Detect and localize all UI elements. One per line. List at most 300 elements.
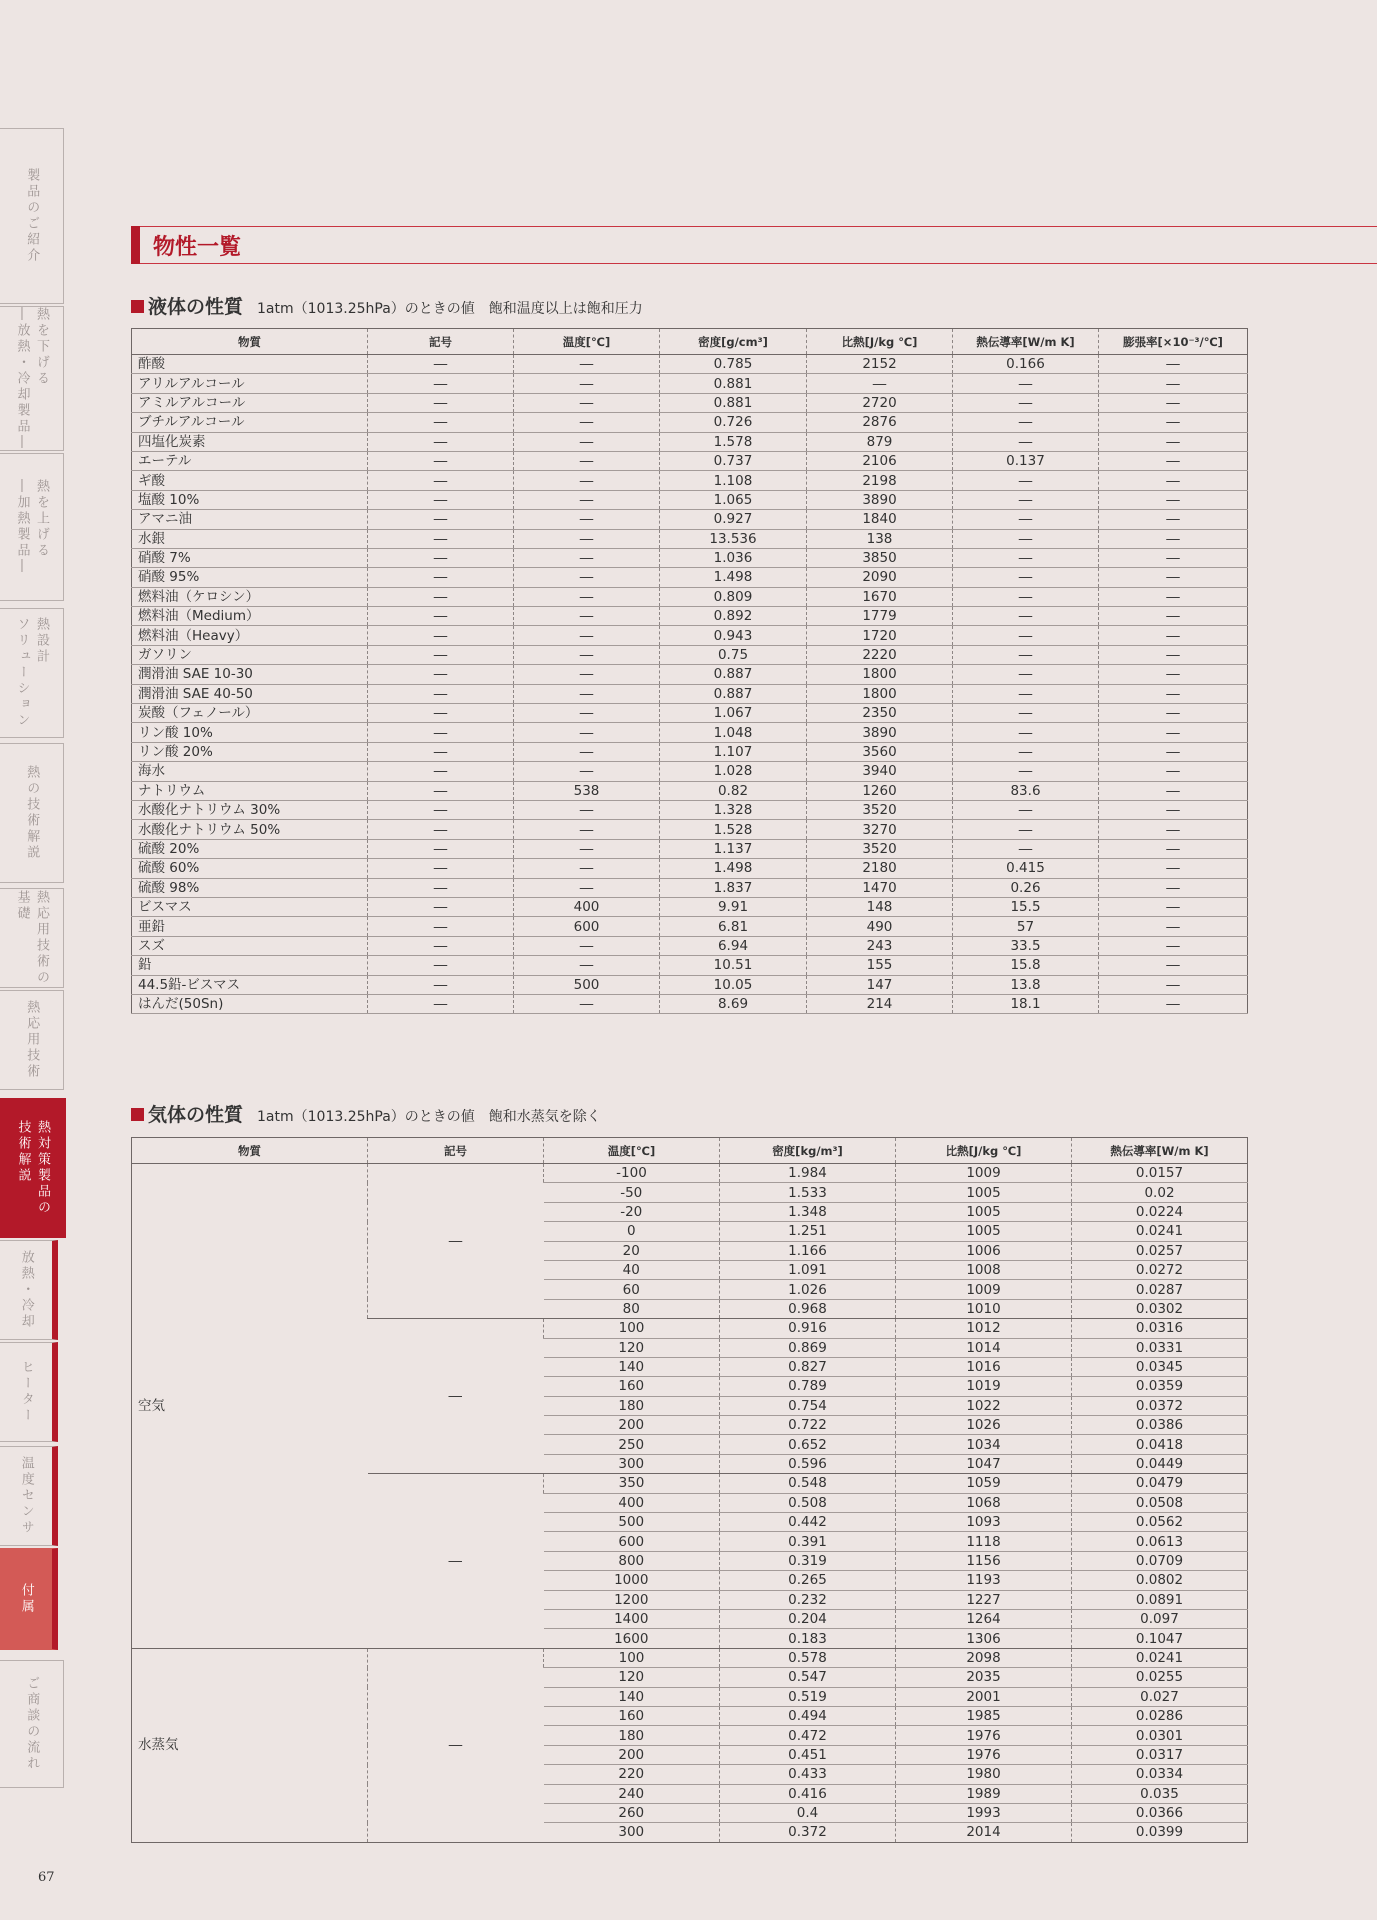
table-cell: 1.107: [660, 742, 807, 761]
substance-cell: 鉛: [132, 956, 368, 975]
table-cell: 138: [807, 529, 953, 548]
substance-cell: 潤滑油 SAE 10-30: [132, 665, 368, 684]
table-cell: ―: [1099, 994, 1248, 1013]
table-cell: 33.5: [953, 936, 1099, 955]
table-cell: 1.108: [660, 471, 807, 490]
table-cell: 538: [514, 781, 660, 800]
table-cell: 0.0399: [1072, 1823, 1248, 1842]
column-header: 熱伝導率[W/m K]: [953, 329, 1099, 355]
table-cell: ―: [368, 878, 514, 897]
table-cell: 120: [544, 1668, 720, 1687]
table-cell: ―: [514, 432, 660, 451]
table-cell: 1009: [896, 1164, 1072, 1183]
substance-cell: 潤滑油 SAE 40-50: [132, 684, 368, 703]
table-row: [132, 568, 1248, 587]
column-header: 物質: [132, 329, 368, 355]
table-cell: ―: [1099, 781, 1248, 800]
table-cell: ―: [953, 393, 1099, 412]
side-subtab-active[interactable]: [0, 1548, 58, 1650]
table-cell: ―: [368, 684, 514, 703]
table-cell: 0.415: [953, 859, 1099, 878]
table-row: [132, 510, 1248, 529]
table-cell: 0.0241: [1072, 1222, 1248, 1241]
column-header: 比熱[J/kg ℃]: [896, 1138, 1072, 1164]
table-row: [132, 451, 1248, 470]
table-cell: 0.0257: [1072, 1241, 1248, 1260]
table-cell: ―: [953, 839, 1099, 858]
table-cell: 0.166: [953, 355, 1099, 374]
side-tab-label: 熱対策製品の 技術解説: [15, 1120, 50, 1216]
table-cell: ―: [1099, 665, 1248, 684]
table-cell: 1470: [807, 878, 953, 897]
table-cell: ―: [953, 704, 1099, 723]
side-subtab[interactable]: [0, 1446, 58, 1546]
table-cell: 140: [544, 1357, 720, 1376]
substance-cell: 亜鉛: [132, 917, 368, 936]
table-cell: 0.916: [720, 1319, 896, 1338]
title-rule-bottom: [140, 263, 1377, 264]
side-tab[interactable]: [0, 453, 64, 601]
table-cell: ―: [953, 607, 1099, 626]
substance-cell: 燃料油（Heavy）: [132, 626, 368, 645]
side-subtab-label: 放熱・冷却: [18, 1250, 34, 1330]
table-row: [132, 820, 1248, 839]
table-cell: 0.4: [720, 1803, 896, 1822]
table-cell: ―: [368, 374, 514, 393]
symbol-cell: ―: [368, 1319, 544, 1474]
table-cell: ―: [953, 587, 1099, 606]
side-tab-label: 熱を下げる ―放熱・冷却製品―: [14, 306, 49, 451]
table-cell: 1156: [896, 1551, 1072, 1570]
title-accent-block: [131, 226, 140, 264]
table-cell: 1006: [896, 1241, 1072, 1260]
table-cell: ―: [514, 762, 660, 781]
table-cell: 1.137: [660, 839, 807, 858]
table-cell: 600: [514, 917, 660, 936]
table-row: [132, 762, 1248, 781]
table-row: [132, 723, 1248, 742]
page-title-bar: [131, 226, 1377, 264]
table-cell: 0.827: [720, 1357, 896, 1376]
table-cell: 1306: [896, 1629, 1072, 1648]
table-cell: ―: [368, 839, 514, 858]
table-cell: ―: [1099, 413, 1248, 432]
table-row: [132, 490, 1248, 509]
table-cell: ―: [368, 742, 514, 761]
table-cell: ―: [368, 548, 514, 567]
table-cell: ―: [514, 568, 660, 587]
table-cell: 0.0286: [1072, 1706, 1248, 1725]
table-cell: ―: [1099, 645, 1248, 664]
column-header: 密度[g/cm³]: [660, 329, 807, 355]
table-row: [132, 529, 1248, 548]
table-row: [132, 1648, 1248, 1667]
table-cell: 0.372: [720, 1823, 896, 1842]
table-cell: 147: [807, 975, 953, 994]
table-cell: 160: [544, 1706, 720, 1725]
table-cell: 57: [953, 917, 1099, 936]
table-cell: 0.0802: [1072, 1571, 1248, 1590]
table-cell: ―: [514, 548, 660, 567]
table-cell: 0.0418: [1072, 1435, 1248, 1454]
table-cell: ―: [953, 568, 1099, 587]
table-cell: ―: [514, 800, 660, 819]
table-cell: 1993: [896, 1803, 1072, 1822]
table-cell: 1016: [896, 1357, 1072, 1376]
table-cell: ―: [368, 510, 514, 529]
table-cell: 60: [544, 1280, 720, 1299]
table-cell: 0.754: [720, 1396, 896, 1415]
substance-cell: 硫酸 60%: [132, 859, 368, 878]
side-tab[interactable]: [0, 1660, 64, 1788]
table-cell: 1779: [807, 607, 953, 626]
table-cell: ―: [1099, 956, 1248, 975]
side-tab-active[interactable]: [0, 1098, 66, 1238]
substance-cell: リン酸 10%: [132, 723, 368, 742]
table-cell: 0.0241: [1072, 1648, 1248, 1667]
substance-cell: 水酸化ナトリウム 50%: [132, 820, 368, 839]
table-cell: 0.183: [720, 1629, 896, 1648]
table-cell: ―: [953, 529, 1099, 548]
table-cell: ―: [514, 355, 660, 374]
table-cell: ―: [514, 587, 660, 606]
table-row: [132, 704, 1248, 723]
table-cell: 1.498: [660, 568, 807, 587]
substance-cell: 硝酸 7%: [132, 548, 368, 567]
table-cell: ―: [1099, 490, 1248, 509]
table-cell: 3560: [807, 742, 953, 761]
table-cell: 13.8: [953, 975, 1099, 994]
table-row: [132, 548, 1248, 567]
substance-cell: 硫酸 98%: [132, 878, 368, 897]
table-cell: ―: [368, 607, 514, 626]
table-cell: 243: [807, 936, 953, 955]
table-cell: ―: [1099, 355, 1248, 374]
table-row: [132, 781, 1248, 800]
table-cell: ―: [953, 432, 1099, 451]
table-cell: ―: [368, 568, 514, 587]
table-cell: 1005: [896, 1222, 1072, 1241]
table-cell: ―: [368, 355, 514, 374]
table-cell: 0.75: [660, 645, 807, 664]
liquid-section-heading: [131, 292, 643, 319]
table-cell: 1227: [896, 1590, 1072, 1609]
table-row: [132, 355, 1248, 374]
substance-cell: アリルアルコール: [132, 374, 368, 393]
substance-cell: 塩酸 10%: [132, 490, 368, 509]
table-cell: ―: [1099, 742, 1248, 761]
table-cell: 1.048: [660, 723, 807, 742]
table-cell: ―: [1099, 684, 1248, 703]
table-cell: ―: [1099, 451, 1248, 470]
column-header: 物質: [132, 1138, 368, 1164]
table-cell: 0.0891: [1072, 1590, 1248, 1609]
gas-section-heading: [131, 1100, 601, 1127]
table-cell: 2198: [807, 471, 953, 490]
side-tab[interactable]: [0, 888, 64, 988]
liquid-table-header: [132, 329, 1248, 355]
table-cell: 1118: [896, 1532, 1072, 1551]
table-row: [132, 936, 1248, 955]
substance-cell: ナトリウム: [132, 781, 368, 800]
table-row: [132, 917, 1248, 936]
substance-cell: アミルアルコール: [132, 393, 368, 412]
table-cell: 148: [807, 897, 953, 916]
substance-cell: 水蒸気: [132, 1648, 368, 1842]
table-cell: 0.204: [720, 1609, 896, 1628]
table-cell: 1.028: [660, 762, 807, 781]
table-cell: 0.0317: [1072, 1745, 1248, 1764]
table-cell: 0.0709: [1072, 1551, 1248, 1570]
table-cell: 0.869: [720, 1338, 896, 1357]
table-cell: ―: [514, 451, 660, 470]
table-cell: ―: [1099, 568, 1248, 587]
side-tab-label: 製品のご紹介: [24, 168, 40, 264]
table-row: [132, 607, 1248, 626]
table-cell: ―: [368, 762, 514, 781]
table-cell: 120: [544, 1338, 720, 1357]
table-cell: 160: [544, 1377, 720, 1396]
substance-cell: ビスマス: [132, 897, 368, 916]
substance-cell: 硝酸 95%: [132, 568, 368, 587]
table-cell: 0.137: [953, 451, 1099, 470]
table-cell: ―: [1099, 510, 1248, 529]
substance-cell: ガソリン: [132, 645, 368, 664]
side-tab[interactable]: [0, 743, 64, 883]
table-cell: 3270: [807, 820, 953, 839]
table-cell: 0: [544, 1222, 720, 1241]
table-cell: 0.0157: [1072, 1164, 1248, 1183]
table-cell: 1840: [807, 510, 953, 529]
table-cell: 220: [544, 1765, 720, 1784]
table-cell: 1009: [896, 1280, 1072, 1299]
table-cell: 100: [544, 1648, 720, 1667]
substance-cell: アマニ油: [132, 510, 368, 529]
table-cell: 800: [544, 1551, 720, 1570]
substance-cell: 44.5鉛-ビスマス: [132, 975, 368, 994]
table-cell: 0.722: [720, 1416, 896, 1435]
table-cell: ―: [514, 490, 660, 509]
table-cell: ―: [514, 859, 660, 878]
table-cell: 1720: [807, 626, 953, 645]
side-tab[interactable]: [0, 608, 64, 738]
side-tab[interactable]: [0, 128, 64, 304]
side-tab[interactable]: [0, 990, 64, 1090]
table-cell: 214: [807, 994, 953, 1013]
table-cell: 0.0359: [1072, 1377, 1248, 1396]
side-subtab-label: 付属: [18, 1583, 34, 1615]
table-cell: 15.8: [953, 956, 1099, 975]
table-cell: 0.0334: [1072, 1765, 1248, 1784]
table-cell: ―: [1099, 800, 1248, 819]
table-cell: 0.0386: [1072, 1416, 1248, 1435]
table-cell: 3890: [807, 490, 953, 509]
side-tab-label: ご商談の流れ: [24, 1676, 40, 1772]
table-cell: 2035: [896, 1668, 1072, 1687]
column-header: 温度[℃]: [514, 329, 660, 355]
table-row: [132, 471, 1248, 490]
table-cell: ―: [953, 626, 1099, 645]
table-cell: 1005: [896, 1183, 1072, 1202]
side-subtab-label: 温度センサ: [18, 1456, 34, 1536]
table-cell: 1989: [896, 1784, 1072, 1803]
side-tab[interactable]: [0, 306, 64, 451]
table-cell: -20: [544, 1202, 720, 1221]
table-row: [132, 897, 1248, 916]
table-cell: 1.036: [660, 548, 807, 567]
table-cell: ―: [368, 645, 514, 664]
table-cell: 80: [544, 1299, 720, 1318]
table-cell: ―: [1099, 626, 1248, 645]
table-cell: 10.51: [660, 956, 807, 975]
table-cell: 0.433: [720, 1765, 896, 1784]
title-rule-top: [140, 226, 1377, 227]
table-row: [132, 859, 1248, 878]
table-cell: 0.519: [720, 1687, 896, 1706]
side-tab-label: 熱を上げる ―加熱製品―: [14, 479, 49, 575]
table-cell: 1800: [807, 684, 953, 703]
table-cell: 1800: [807, 665, 953, 684]
table-cell: 40: [544, 1260, 720, 1279]
table-cell: ―: [1099, 859, 1248, 878]
table-cell: 0.0316: [1072, 1319, 1248, 1338]
table-cell: 0.82: [660, 781, 807, 800]
table-cell: 1.348: [720, 1202, 896, 1221]
table-cell: 300: [544, 1454, 720, 1473]
table-cell: ―: [514, 742, 660, 761]
table-cell: ―: [953, 800, 1099, 819]
table-cell: 9.91: [660, 897, 807, 916]
table-cell: 0.097: [1072, 1609, 1248, 1628]
table-cell: ―: [953, 374, 1099, 393]
substance-cell: リン酸 20%: [132, 742, 368, 761]
table-cell: ―: [514, 723, 660, 742]
table-cell: 500: [514, 975, 660, 994]
table-cell: ―: [368, 471, 514, 490]
table-cell: 1976: [896, 1726, 1072, 1745]
side-subtab-label: ヒーター: [18, 1360, 34, 1424]
table-cell: ―: [368, 626, 514, 645]
table-cell: 2720: [807, 393, 953, 412]
table-cell: ―: [514, 374, 660, 393]
substance-cell: はんだ(50Sn): [132, 994, 368, 1013]
table-cell: 0.0366: [1072, 1803, 1248, 1822]
table-cell: 2152: [807, 355, 953, 374]
table-cell: 0.508: [720, 1493, 896, 1512]
table-cell: 1.528: [660, 820, 807, 839]
table-cell: ―: [953, 471, 1099, 490]
table-cell: ―: [514, 839, 660, 858]
table-cell: 0.26: [953, 878, 1099, 897]
liquid-note: 1atm（1013.25hPa）のときの値 飽和温度以上は飽和圧力: [257, 301, 643, 317]
table-cell: 8.69: [660, 994, 807, 1013]
side-tab-label: 熱応用技術の 基礎: [14, 890, 49, 986]
table-cell: ―: [514, 529, 660, 548]
substance-cell: 海水: [132, 762, 368, 781]
page-number: 67: [38, 1870, 55, 1885]
table-cell: 0.0331: [1072, 1338, 1248, 1357]
column-header: 記号: [368, 1138, 544, 1164]
table-cell: ―: [514, 645, 660, 664]
table-cell: ―: [1099, 878, 1248, 897]
table-cell: 140: [544, 1687, 720, 1706]
table-cell: 0.416: [720, 1784, 896, 1803]
table-cell: ―: [807, 374, 953, 393]
table-cell: 1010: [896, 1299, 1072, 1318]
table-cell: ―: [368, 704, 514, 723]
table-cell: 1980: [896, 1765, 1072, 1784]
table-cell: 3890: [807, 723, 953, 742]
substance-cell: スズ: [132, 936, 368, 955]
table-cell: ―: [1099, 917, 1248, 936]
table-cell: ―: [368, 800, 514, 819]
substance-cell: 酢酸: [132, 355, 368, 374]
table-cell: 0.887: [660, 684, 807, 703]
table-cell: 13.536: [660, 529, 807, 548]
table-cell: 1.091: [720, 1260, 896, 1279]
table-cell: 1200: [544, 1590, 720, 1609]
substance-cell: 水酸化ナトリウム 30%: [132, 800, 368, 819]
table-cell: 1670: [807, 587, 953, 606]
table-cell: 0.0287: [1072, 1280, 1248, 1299]
table-cell: 0.0372: [1072, 1396, 1248, 1415]
table-row: [132, 665, 1248, 684]
table-cell: 0.596: [720, 1454, 896, 1473]
table-cell: 0.887: [660, 665, 807, 684]
substance-cell: 炭酸（フェノール）: [132, 704, 368, 723]
table-cell: ―: [1099, 548, 1248, 567]
table-cell: 0.472: [720, 1726, 896, 1745]
table-cell: ―: [368, 859, 514, 878]
table-cell: 15.5: [953, 897, 1099, 916]
table-cell: 1.067: [660, 704, 807, 723]
table-cell: 0.451: [720, 1745, 896, 1764]
table-cell: ―: [953, 510, 1099, 529]
table-cell: ―: [514, 393, 660, 412]
table-cell: 1026: [896, 1416, 1072, 1435]
table-cell: 879: [807, 432, 953, 451]
table-row: [132, 878, 1248, 897]
table-cell: ―: [368, 413, 514, 432]
gas-heading: 気体の性質: [148, 1104, 244, 1126]
substance-cell: ブチルアルコール: [132, 413, 368, 432]
table-cell: 0.0508: [1072, 1493, 1248, 1512]
table-cell: ―: [514, 878, 660, 897]
table-cell: 0.265: [720, 1571, 896, 1590]
table-cell: 1264: [896, 1609, 1072, 1628]
table-row: [132, 374, 1248, 393]
table-cell: 1047: [896, 1454, 1072, 1473]
table-cell: 0.927: [660, 510, 807, 529]
liquid-properties-table: [131, 328, 1248, 1014]
table-row: [132, 684, 1248, 703]
side-subtab[interactable]: [0, 1342, 58, 1442]
table-cell: ―: [514, 665, 660, 684]
column-header: 比熱[J/kg ℃]: [807, 329, 953, 355]
gas-note: 1atm（1013.25hPa）のときの値 飽和水蒸気を除く: [257, 1109, 601, 1125]
table-cell: 0.548: [720, 1474, 896, 1493]
table-cell: 400: [544, 1493, 720, 1512]
table-cell: 1400: [544, 1609, 720, 1628]
side-subtab[interactable]: [0, 1240, 58, 1340]
table-cell: ―: [953, 723, 1099, 742]
table-cell: 1193: [896, 1571, 1072, 1590]
substance-cell: 水銀: [132, 529, 368, 548]
table-cell: 0.943: [660, 626, 807, 645]
table-cell: 1.328: [660, 800, 807, 819]
table-cell: ―: [514, 684, 660, 703]
table-cell: 1.166: [720, 1241, 896, 1260]
